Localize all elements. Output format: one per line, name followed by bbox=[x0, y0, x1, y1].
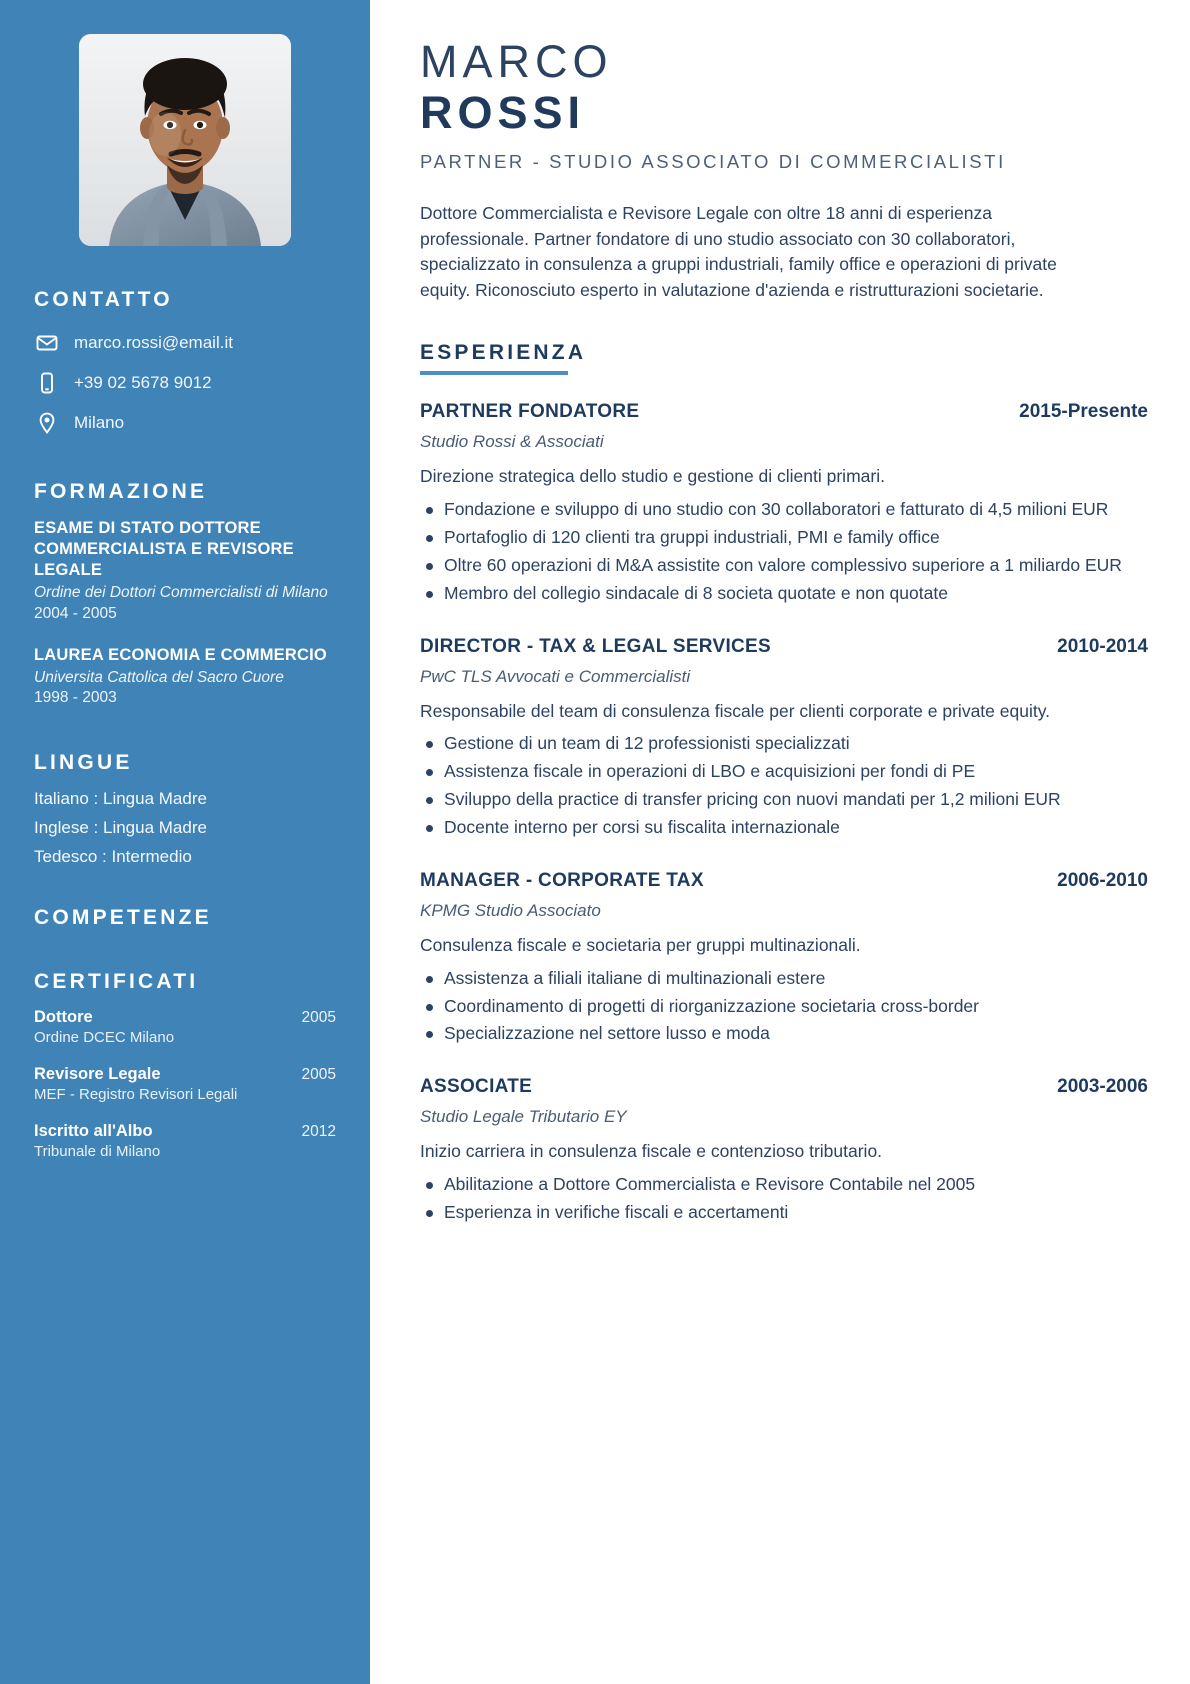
certificates-heading: CERTIFICATI bbox=[34, 970, 199, 994]
education-org: Universita Cattolica del Sacro Cuore bbox=[34, 668, 284, 686]
certificate-year: 2012 bbox=[301, 1123, 336, 1141]
spacer bbox=[34, 876, 336, 906]
language-item: Inglese : Lingua Madre bbox=[34, 818, 207, 838]
education-heading: FORMAZIONE bbox=[34, 480, 208, 503]
experience-heading-text: ESPERIENZA bbox=[420, 341, 587, 365]
job-description: Responsabile del team di consulenza fiscale per clienti corporate e private equity. bbox=[420, 700, 1051, 721]
professional-summary: Dottore Commercialista e Revisore Legale con oltre 18 anni di esperienza professionale. Partner fondatore di uno studio associato con 30 collaboratori, specializzato in consulenza a gruppi industriali, family office e operazioni di private equity. Riconosciuto esperto in valutazione d'azienda e ristrutturazioni societarie. bbox=[420, 203, 1057, 300]
certificate-name: Revisore Legale bbox=[34, 1065, 161, 1084]
job-bullets bbox=[420, 1172, 1148, 1225]
contact-email-value: marco.rossi@email.it bbox=[74, 333, 233, 352]
contact-phone[interactable] bbox=[34, 370, 336, 396]
job-title: ASSOCIATE bbox=[420, 1076, 533, 1098]
job-dates: 2003-2006 bbox=[1057, 1076, 1148, 1098]
job-description: Inizio carriera in consulenza fiscale e contenzioso tributario. bbox=[420, 1141, 883, 1162]
job-title: PARTNER FONDATORE bbox=[420, 401, 640, 423]
certificate-year: 2005 bbox=[301, 1009, 336, 1027]
last-name: ROSSI bbox=[420, 86, 586, 138]
sidebar bbox=[0, 0, 370, 1684]
contact-location[interactable] bbox=[34, 410, 336, 436]
job-bullet: Portafoglio di 120 clienti tra gruppi industriali, PMI e family office bbox=[420, 525, 1148, 550]
certificate-item bbox=[34, 1065, 336, 1103]
job-title: MANAGER - CORPORATE TAX bbox=[420, 869, 704, 891]
job-title: DIRECTOR - TAX & LEGAL SERVICES bbox=[420, 635, 771, 657]
phone-icon bbox=[34, 370, 60, 396]
name-block bbox=[420, 38, 1148, 173]
job-bullet: Docente interno per corsi su fiscalita internazionale bbox=[420, 815, 1148, 840]
certificate-name: Dottore bbox=[34, 1008, 93, 1027]
job-dates: 2010-2014 bbox=[1057, 635, 1148, 657]
education-title: LAUREA ECONOMIA E COMMERCIO bbox=[34, 645, 327, 664]
profile-photo bbox=[79, 34, 291, 246]
certificate-item bbox=[34, 1122, 336, 1160]
job-company: Studio Legale Tributario EY bbox=[420, 1107, 627, 1127]
job-description: Direzione strategica dello studio e gestione di clienti primari. bbox=[420, 466, 885, 487]
job-bullet: Abilitazione a Dottore Commercialista e Revisore Contabile nel 2005 bbox=[420, 1172, 1148, 1197]
main-column bbox=[370, 0, 1190, 1684]
certificate-item bbox=[34, 1008, 336, 1046]
education-item bbox=[34, 518, 336, 623]
education-years: 2004 - 2005 bbox=[34, 604, 117, 622]
experience-section-heading bbox=[420, 341, 586, 375]
certificate-org: MEF - Registro Revisori Legali bbox=[34, 1086, 238, 1104]
contact-location-value: Milano bbox=[74, 413, 125, 432]
job-bullet: Membro del collegio sindacale di 8 societa quotate e non quotate bbox=[420, 581, 1148, 606]
location-pin-icon bbox=[34, 410, 60, 436]
job-bullet: Specializzazione nel settore lusso e moda bbox=[420, 1021, 1148, 1046]
heading-underline bbox=[420, 371, 568, 375]
job-bullets bbox=[420, 497, 1148, 605]
experience-entry bbox=[420, 1076, 1148, 1225]
experience-entry bbox=[420, 636, 1148, 840]
job-bullets bbox=[420, 966, 1148, 1047]
job-bullet: Fondazione e sviluppo di uno studio con 30 collaboratori e fatturato di 4,5 milioni EUR bbox=[420, 497, 1148, 522]
job-bullets bbox=[420, 731, 1148, 839]
job-bullet: Assistenza a filiali italiane di multinazionali estere bbox=[420, 966, 1148, 991]
photo-container bbox=[34, 34, 336, 246]
education-title: ESAME DI STATO DOTTORE COMMERCIALISTA E REVISORE LEGALE bbox=[34, 519, 294, 580]
job-bullet: Coordinamento di progetti di riorganizzazione societaria cross-border bbox=[420, 994, 1148, 1019]
spacer bbox=[34, 948, 336, 970]
education-org: Ordine dei Dottori Commercialisti di Milano bbox=[34, 584, 328, 602]
contact-email[interactable] bbox=[34, 330, 336, 356]
language-item: Tedesco : Intermedio bbox=[34, 847, 192, 867]
job-bullet: Gestione di un team di 12 professionisti specializzati bbox=[420, 731, 1148, 756]
job-description: Consulenza fiscale e societaria per gruppi multinazionali. bbox=[420, 934, 861, 955]
job-company: PwC TLS Avvocati e Commercialisti bbox=[420, 666, 691, 686]
first-name: MARCO bbox=[420, 36, 613, 87]
job-dates: 2015-Presente bbox=[1019, 401, 1148, 423]
job-company: KPMG Studio Associato bbox=[420, 900, 601, 920]
envelope-icon bbox=[34, 330, 60, 356]
job-bullet: Oltre 60 operazioni di M&A assistite con valore complessivo superiore a 1 miliardo EUR bbox=[420, 553, 1148, 578]
job-dates: 2006-2010 bbox=[1057, 869, 1148, 891]
languages-heading: LINGUE bbox=[34, 751, 133, 775]
headline: PARTNER - STUDIO ASSOCIATO DI COMMERCIALISTI bbox=[420, 151, 1006, 173]
job-company: Studio Rossi & Associati bbox=[420, 432, 604, 452]
job-bullet: Sviluppo della practice di transfer pricing con nuovi mandati per 1,2 milioni EUR bbox=[420, 787, 1148, 812]
experience-entry bbox=[420, 870, 1148, 1046]
certificate-org: Tribunale di Milano bbox=[34, 1143, 161, 1161]
spacer bbox=[34, 729, 336, 751]
skills-heading: COMPETENZE bbox=[34, 906, 212, 930]
experience-entry bbox=[420, 401, 1148, 605]
contact-phone-value: +39 02 5678 9012 bbox=[74, 373, 212, 392]
education-item bbox=[34, 645, 336, 708]
contact-heading: CONTATTO bbox=[34, 288, 173, 311]
certificate-year: 2005 bbox=[301, 1066, 336, 1084]
job-bullet: Assistenza fiscale in operazioni di LBO e acquisizioni per fondi di PE bbox=[420, 759, 1148, 784]
language-item: Italiano : Lingua Madre bbox=[34, 789, 207, 809]
job-bullet: Esperienza in verifiche fiscali e accertamenti bbox=[420, 1200, 1148, 1225]
education-years: 1998 - 2003 bbox=[34, 689, 117, 707]
certificate-name: Iscritto all'Albo bbox=[34, 1122, 153, 1141]
certificate-org: Ordine DCEC Milano bbox=[34, 1029, 175, 1047]
spacer bbox=[34, 450, 336, 480]
